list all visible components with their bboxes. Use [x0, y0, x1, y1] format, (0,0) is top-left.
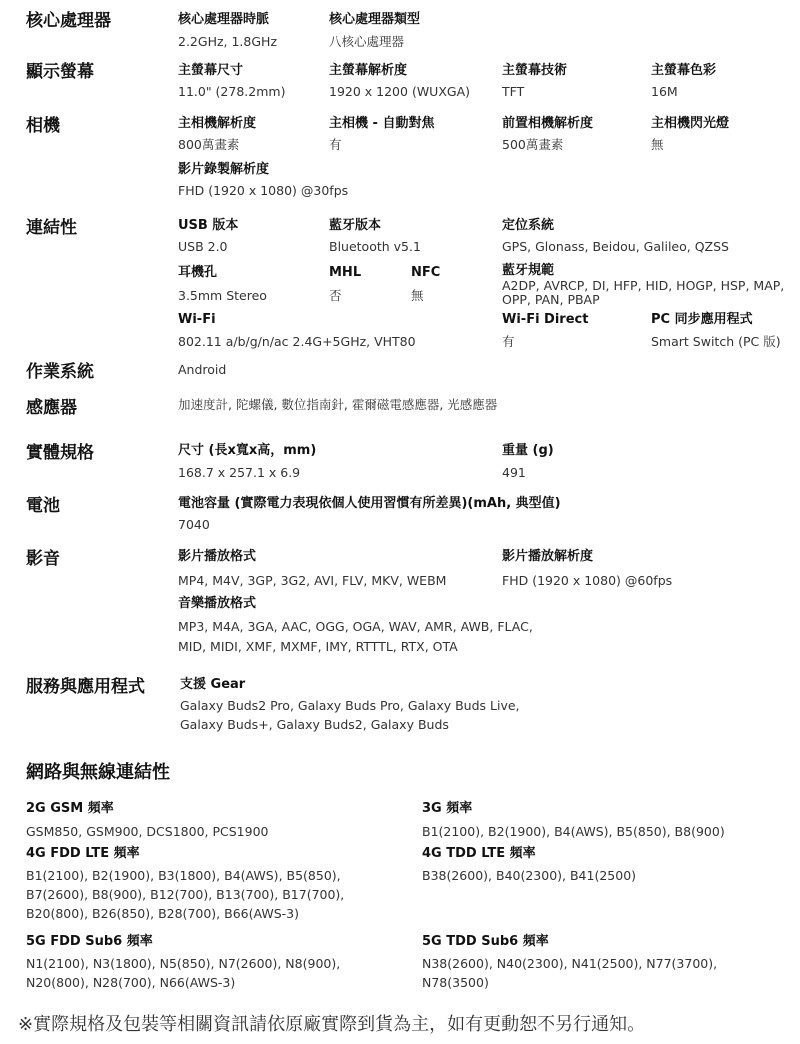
- jack-label: 耳機孔: [178, 265, 218, 280]
- tdd-lte-label: 4G TDD LTE 頻率: [422, 846, 536, 861]
- battery-capacity-value: 7040: [178, 517, 210, 532]
- usb-label: USB 版本: [178, 218, 239, 233]
- display-title: 顯示螢幕: [26, 62, 94, 82]
- camera-flash-value: 無: [651, 137, 664, 152]
- gear-value-line1: Galaxy Buds2 Pro, Galaxy Buds Pro, Galaxy Buds Live,: [180, 698, 520, 713]
- weight-label: 重量 (g): [502, 443, 554, 458]
- os-value: Android: [178, 362, 227, 377]
- fdd-lte-value-line1: B1(2100), B2(1900), B3(1800), B4(AWS), B5(850),: [26, 868, 341, 883]
- display-size-label: 主螢幕尺寸: [178, 63, 244, 78]
- wifi-label: Wi-Fi: [178, 312, 216, 327]
- camera-main-res-label: 主相機解析度: [178, 116, 257, 131]
- display-size-value: 11.0" (278.2mm): [178, 84, 286, 99]
- weight-value: 491: [502, 465, 526, 480]
- mhl-label: MHL: [329, 265, 362, 280]
- sensors-title: 感應器: [26, 398, 77, 418]
- camera-af-value: 有: [329, 137, 342, 152]
- pc-sync-label: PC 同步應用程式: [651, 312, 753, 327]
- nr-fdd-value-line1: N1(2100), N3(1800), N5(850), N7(2600), N8(900),: [26, 956, 341, 971]
- gear-value-line2: Galaxy Buds+, Galaxy Buds2, Galaxy Buds: [180, 717, 449, 732]
- audio-format-label: 音樂播放格式: [178, 596, 257, 611]
- location-value: GPS, Glonass, Beidou, Galileo, QZSS: [502, 239, 729, 254]
- gear-label: 支援 Gear: [180, 677, 246, 692]
- video-res-label: 影片播放解析度: [502, 549, 594, 564]
- jack-value: 3.5mm Stereo: [178, 288, 267, 303]
- mhl-value: 否: [329, 288, 342, 303]
- av-title: 影音: [26, 549, 60, 569]
- bluetooth-value: Bluetooth v5.1: [329, 239, 421, 254]
- camera-video-label: 影片錄製解析度: [178, 162, 270, 177]
- nr-fdd-value-line2: N20(800), N28(700), N66(AWS-3): [26, 975, 236, 990]
- gsm-value: GSM850, GSM900, DCS1800, PCS1900: [26, 824, 269, 839]
- network-title: 網路與無線連結性: [26, 762, 170, 783]
- battery-capacity-label: 電池容量 (實際電力表現依個人使用習慣有所差異)(mAh, 典型值): [178, 496, 561, 511]
- physical-title: 實體規格: [26, 443, 94, 463]
- services-title: 服務與應用程式: [26, 677, 145, 697]
- wifi-direct-value: 有: [502, 334, 515, 349]
- display-res-label: 主螢幕解析度: [329, 63, 408, 78]
- video-res-value: FHD (1920 x 1080) @60fps: [502, 573, 673, 588]
- wifi-value: 802.11 a/b/g/n/ac 2.4G+5GHz, VHT80: [178, 334, 416, 349]
- g3-label: 3G 頻率: [422, 801, 473, 816]
- camera-front-res-value: 500萬畫素: [502, 137, 564, 152]
- camera-main-res-value: 800萬畫素: [178, 137, 240, 152]
- audio-format-value-line2: MID, MIDI, XMF, MXMF, IMY, RTTTL, RTX, OTA: [178, 639, 458, 654]
- nr-tdd-label: 5G TDD Sub6 頻率: [422, 934, 549, 949]
- camera-af-label: 主相機 - 自動對焦: [329, 116, 435, 131]
- wifi-direct-label: Wi-Fi Direct: [502, 312, 589, 327]
- fdd-lte-value-line2: B7(2600), B8(900), B12(700), B13(700), B17(700),: [26, 887, 345, 902]
- cpu-type-label: 核心處理器類型: [329, 12, 421, 27]
- tdd-lte-value: B38(2600), B40(2300), B41(2500): [422, 868, 637, 883]
- bt-profile-label: 藍牙規範: [502, 263, 555, 278]
- bt-profile-value-line1: A2DP, AVRCP, DI, HFP, HID, HOGP, HSP, MAP,: [502, 278, 785, 293]
- nr-tdd-value-line1: N38(2600), N40(2300), N41(2500), N77(3700),: [422, 956, 718, 971]
- dimensions-label: 尺寸 (長x寬x高，mm): [178, 443, 317, 458]
- audio-format-value-line1: MP3, M4A, 3GA, AAC, OGG, OGA, WAV, AMR, AWB, FLAC,: [178, 619, 533, 634]
- cpu-type-value: 八核心處理器: [329, 34, 405, 49]
- cpu-speed-label: 核心處理器時脈: [178, 12, 270, 27]
- video-format-value: MP4, M4V, 3GP, 3G2, AVI, FLV, MKV, WEBM: [178, 573, 447, 588]
- fdd-lte-label: 4G FDD LTE 頻率: [26, 846, 140, 861]
- bt-profile-value-line2: OPP, PAN, PBAP: [502, 292, 600, 307]
- fdd-lte-value-line3: B20(800), B26(850), B28(700), B66(AWS-3): [26, 906, 299, 921]
- display-color-value: 16M: [651, 84, 678, 99]
- display-color-label: 主螢幕色彩: [651, 63, 717, 78]
- pc-sync-value: Smart Switch (PC 版): [651, 334, 781, 349]
- display-res-value: 1920 x 1200 (WUXGA): [329, 84, 471, 99]
- video-format-label: 影片播放格式: [178, 549, 257, 564]
- cpu-title: 核心處理器: [26, 11, 111, 31]
- camera-video-value: FHD (1920 x 1080) @30fps: [178, 183, 349, 198]
- cpu-speed-value: 2.2GHz, 1.8GHz: [178, 34, 277, 49]
- nr-fdd-label: 5G FDD Sub6 頻率: [26, 934, 153, 949]
- os-title: 作業系統: [26, 362, 94, 382]
- camera-front-res-label: 前置相機解析度: [502, 116, 594, 131]
- battery-title: 電池: [26, 496, 60, 516]
- usb-value: USB 2.0: [178, 239, 228, 254]
- camera-flash-label: 主相機閃光燈: [651, 116, 730, 131]
- sensors-value: 加速度計, 陀螺儀, 數位指南針, 霍爾磁電感應器, 光感應器: [178, 397, 498, 412]
- dimensions-value: 168.7 x 257.1 x 6.9: [178, 465, 301, 480]
- location-label: 定位系統: [502, 218, 555, 233]
- nfc-value: 無: [411, 288, 424, 303]
- camera-title: 相機: [26, 116, 60, 136]
- gsm-label: 2G GSM 頻率: [26, 801, 114, 816]
- nfc-label: NFC: [411, 265, 441, 280]
- bluetooth-label: 藍牙版本: [329, 218, 382, 233]
- nr-tdd-value-line2: N78(3500): [422, 975, 489, 990]
- display-tech-value: TFT: [502, 84, 525, 99]
- connectivity-title: 連結性: [26, 218, 77, 238]
- display-tech-label: 主螢幕技術: [502, 63, 568, 78]
- g3-value: B1(2100), B2(1900), B4(AWS), B5(850), B8(900): [422, 824, 725, 839]
- footer-note: ※實際規格及包裝等相關資訊請依原廠實際到貨為主，如有更動恕不另行通知。: [18, 1014, 646, 1035]
